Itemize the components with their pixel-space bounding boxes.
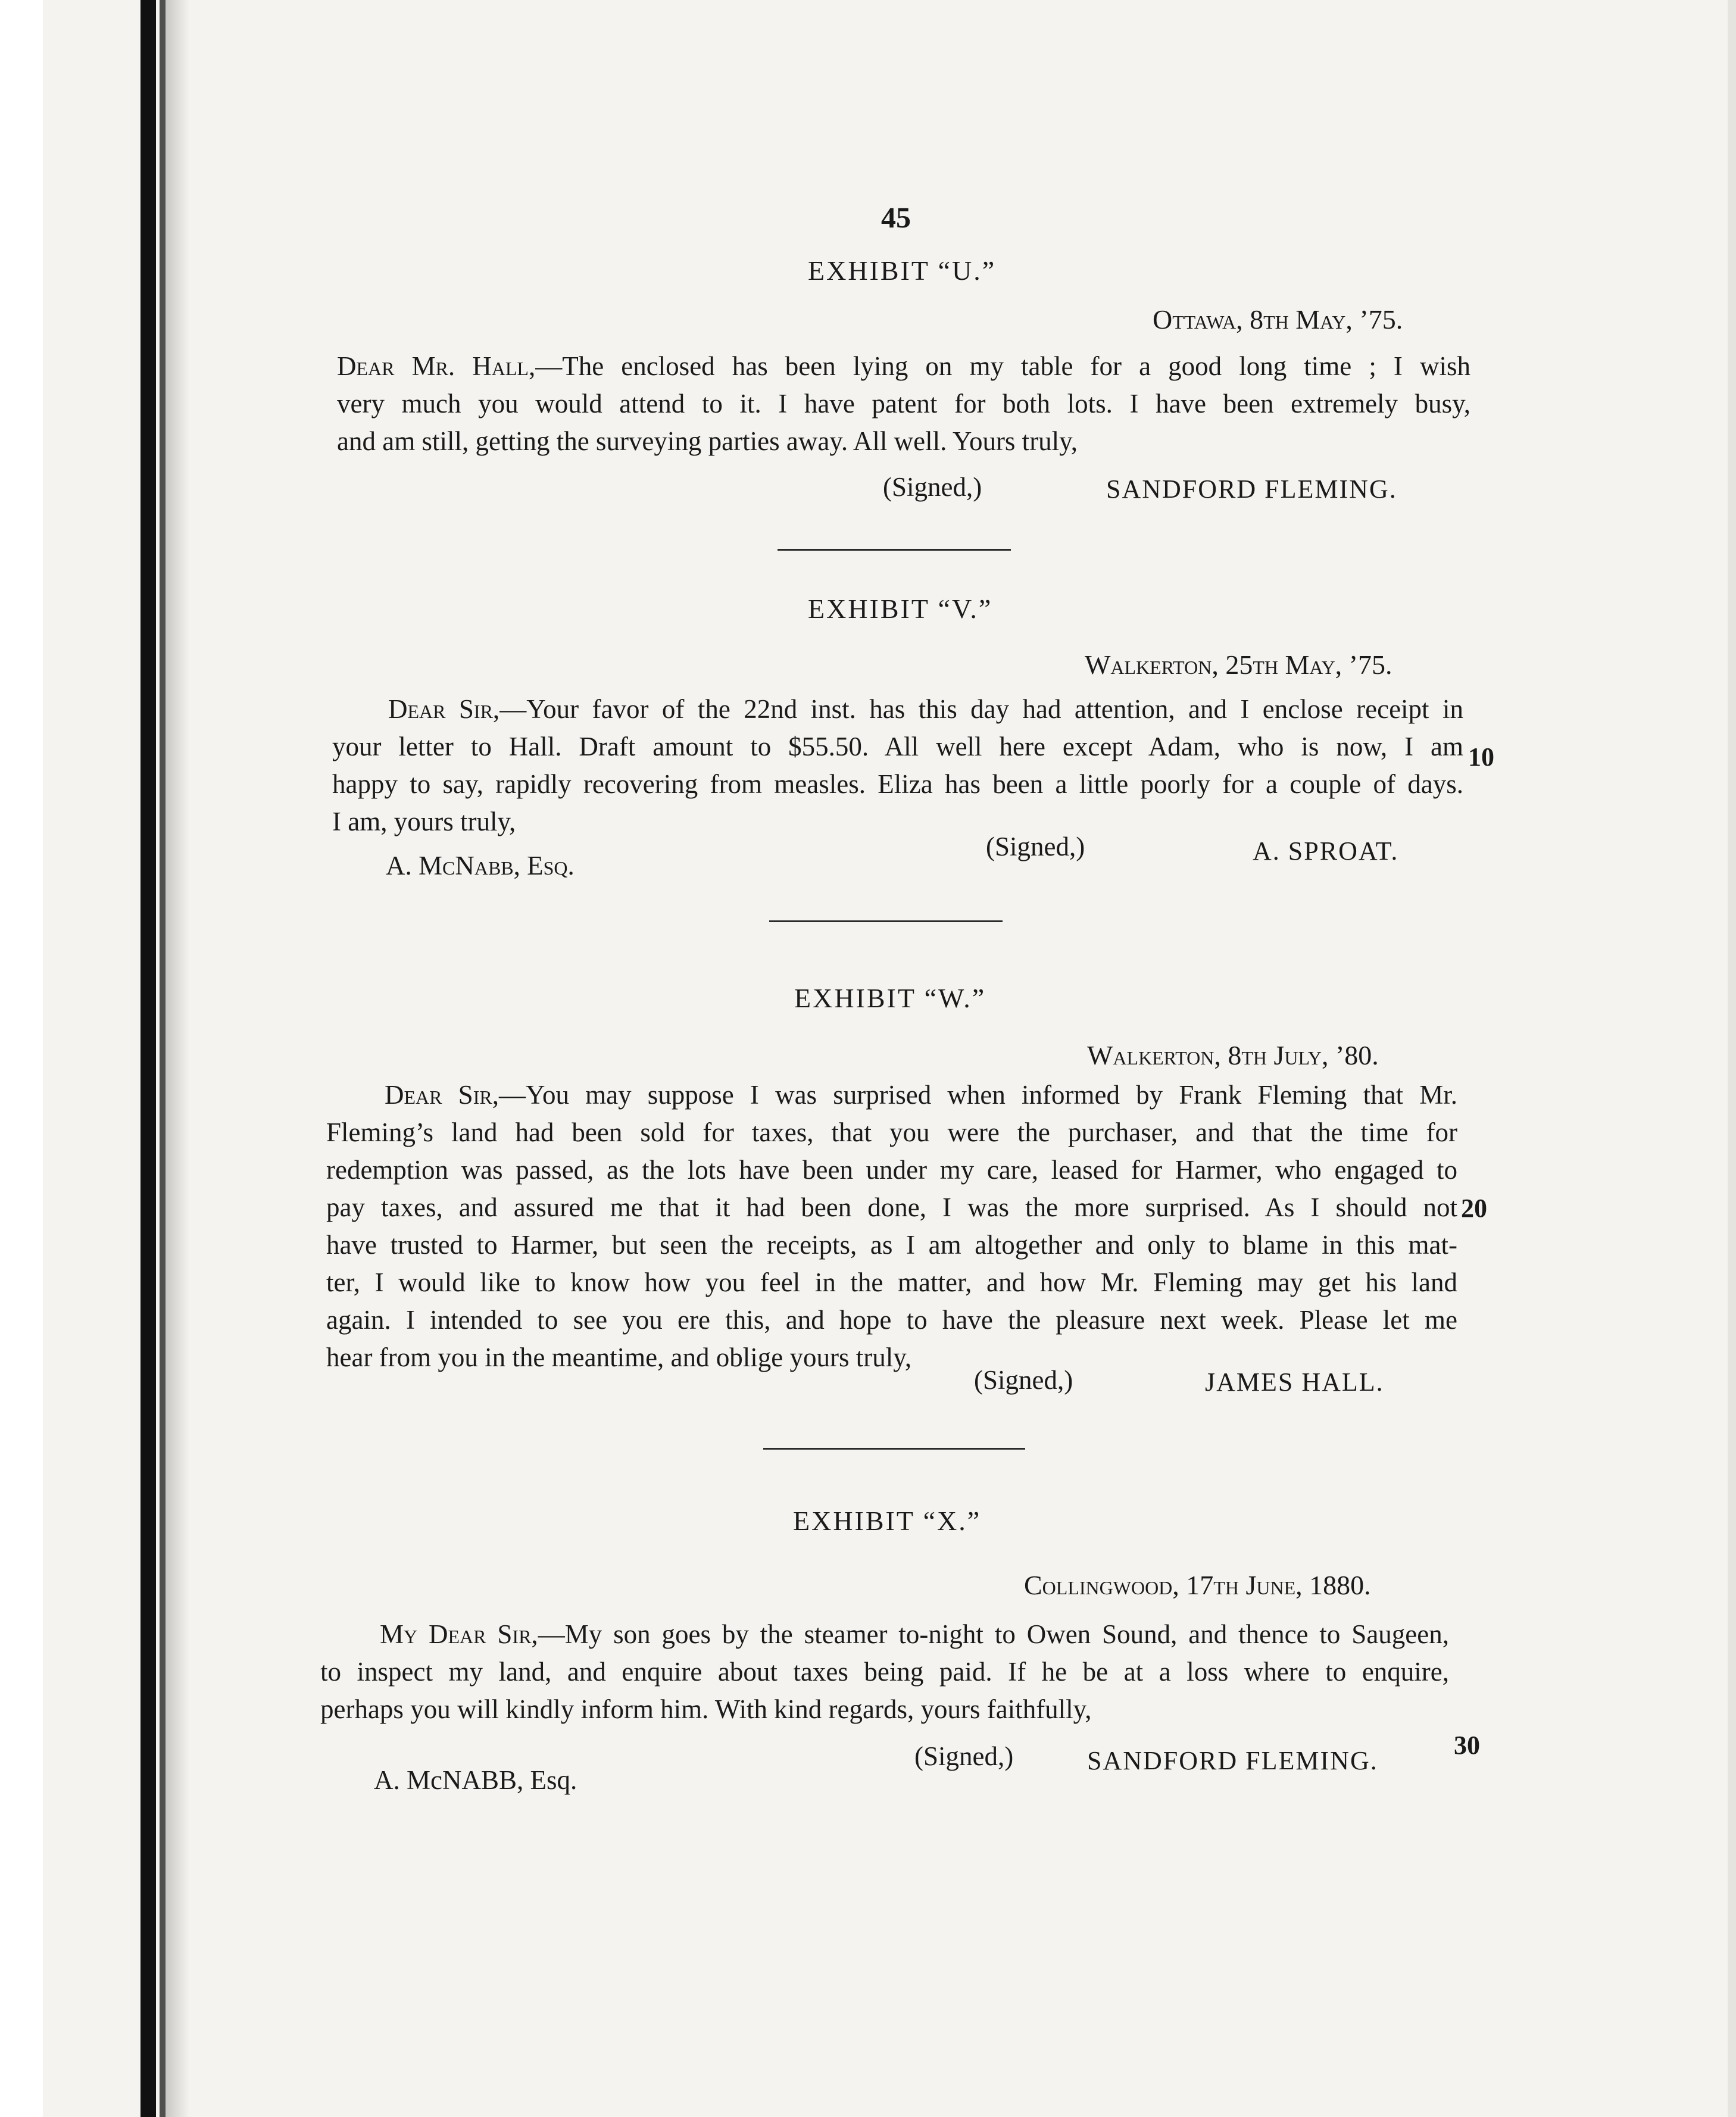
exhibit-w-salutation: Dear Sir, [385, 1080, 499, 1110]
exhibit-u-heading: EXHIBIT “U.” [808, 255, 997, 286]
exhibit-u-line-1: —The enclosed has been lying on my table for a good long time ; I wish [535, 351, 1470, 381]
exhibit-x-signed-label: (Signed,) [914, 1741, 1014, 1771]
exhibit-u-place-date: Ottawa, 8th May, ’75. [1153, 304, 1403, 335]
exhibit-v-salutation: Dear Sir, [388, 694, 500, 724]
binding-edge [140, 0, 156, 2117]
exhibit-x-signature: SANDFORD FLEMING. [1087, 1746, 1378, 1775]
exhibit-u-body-rest [337, 385, 1470, 460]
exhibit-w-place-date: Walkerton, 8th July, ’80. [1087, 1040, 1379, 1070]
exhibit-u-line-2: very much you would attend to it. I have patent for both lots. I have been extremely busy, [337, 389, 1470, 419]
margin-line-number: 10 [1468, 742, 1494, 772]
divider-rule [763, 1448, 1025, 1450]
exhibit-v-addressee: A. McNabb, Esq. [386, 851, 574, 880]
exhibit-u-salutation: Dear Mr. Hall, [337, 351, 536, 381]
exhibit-v-line-3: happy to say, rapidly recovering from measles. Eliza has been a little poorly for a couple of days. [332, 769, 1463, 799]
exhibit-w-line-1: —You may suppose I was surprised when informed by Frank Fleming that Mr. [498, 1080, 1458, 1110]
exhibit-w-line-6: ter, I would like to know how you feel in the matter, and how Mr. Fleming may get his land [326, 1267, 1457, 1297]
exhibit-w-signature: JAMES HALL. [1205, 1367, 1384, 1397]
exhibit-v-heading: EXHIBIT “V.” [808, 594, 993, 624]
divider-rule [769, 920, 1003, 922]
exhibit-w-body [326, 1076, 1457, 1376]
binding-edge-inner [160, 0, 166, 2117]
exhibit-u-signed-label: (Signed,) [883, 472, 982, 502]
exhibit-u-line-3: and am still, getting the surveying parties away. All well. Yours truly, [337, 426, 1078, 456]
exhibit-x-line-3: perhaps you will kindly inform him. With kind regards, yours faithfully, [320, 1694, 1092, 1724]
divider-rule [778, 549, 1011, 551]
exhibit-x-heading: EXHIBIT “X.” [793, 1506, 982, 1536]
exhibit-w-line-7: again. I intended to see you ere this, and hope to have the pleasure next week. Please let me [326, 1305, 1457, 1335]
exhibit-u-signature: SANDFORD FLEMING. [1106, 474, 1397, 504]
exhibit-w-line-3: redemption was passed, as the lots have been under my care, leased for Harmer, who engaged to [326, 1155, 1457, 1185]
exhibit-x-body [320, 1616, 1449, 1728]
exhibit-v-line-4: I am, yours truly, [332, 807, 516, 836]
exhibit-x-place-date: Collingwood, 17th June, 1880. [1024, 1570, 1371, 1600]
exhibit-v-signed-label: (Signed,) [986, 832, 1085, 861]
margin-line-number: 30 [1454, 1731, 1480, 1760]
exhibit-w-line-5: have trusted to Harmer, but seen the receipts, as I am altogether and only to blame in this mat- [326, 1230, 1457, 1260]
exhibit-w-line-4: pay taxes, and assured me that it had been done, I was the more surprised. As I should not [326, 1192, 1457, 1222]
page-edge-right [1728, 0, 1736, 2117]
exhibit-x-addressee: A. McNABB, Esq. [374, 1765, 577, 1795]
exhibit-w-signed-label: (Signed,) [974, 1365, 1073, 1395]
exhibit-x-line-1: —My son goes by the steamer to-night to Owen Sound, and thence to Saugeen, [538, 1619, 1449, 1649]
exhibit-v-signature: A. SPROAT. [1253, 836, 1399, 866]
exhibit-w-heading: EXHIBIT “W.” [794, 983, 986, 1013]
exhibit-w-line-8: hear from you in the meantime, and oblige yours truly, [326, 1342, 912, 1372]
exhibit-v-line-2: your letter to Hall. Draft amount to $55.50. All well here except Adam, who is now, I am [332, 732, 1463, 761]
page-number: 45 [881, 201, 911, 234]
exhibit-u-body [337, 348, 1470, 385]
margin-line-number: 20 [1461, 1194, 1487, 1223]
page-margin-left [0, 0, 43, 2117]
exhibit-x-line-2: to inspect my land, and enquire about taxes being paid. If he be at a loss where to enquire, [320, 1657, 1449, 1687]
exhibit-v-place-date: Walkerton, 25th May, ’75. [1085, 650, 1392, 680]
exhibit-v-body [332, 691, 1463, 841]
exhibit-v-line-1: —Your favor of the 22nd inst. has this day had attention, and I enclose receipt in [499, 694, 1463, 724]
scan-shadow [166, 0, 189, 2117]
exhibit-x-salutation: My Dear Sir, [380, 1619, 538, 1649]
exhibit-w-line-2: Fleming’s land had been sold for taxes, that you were the purchaser, and that the time for [326, 1117, 1457, 1147]
